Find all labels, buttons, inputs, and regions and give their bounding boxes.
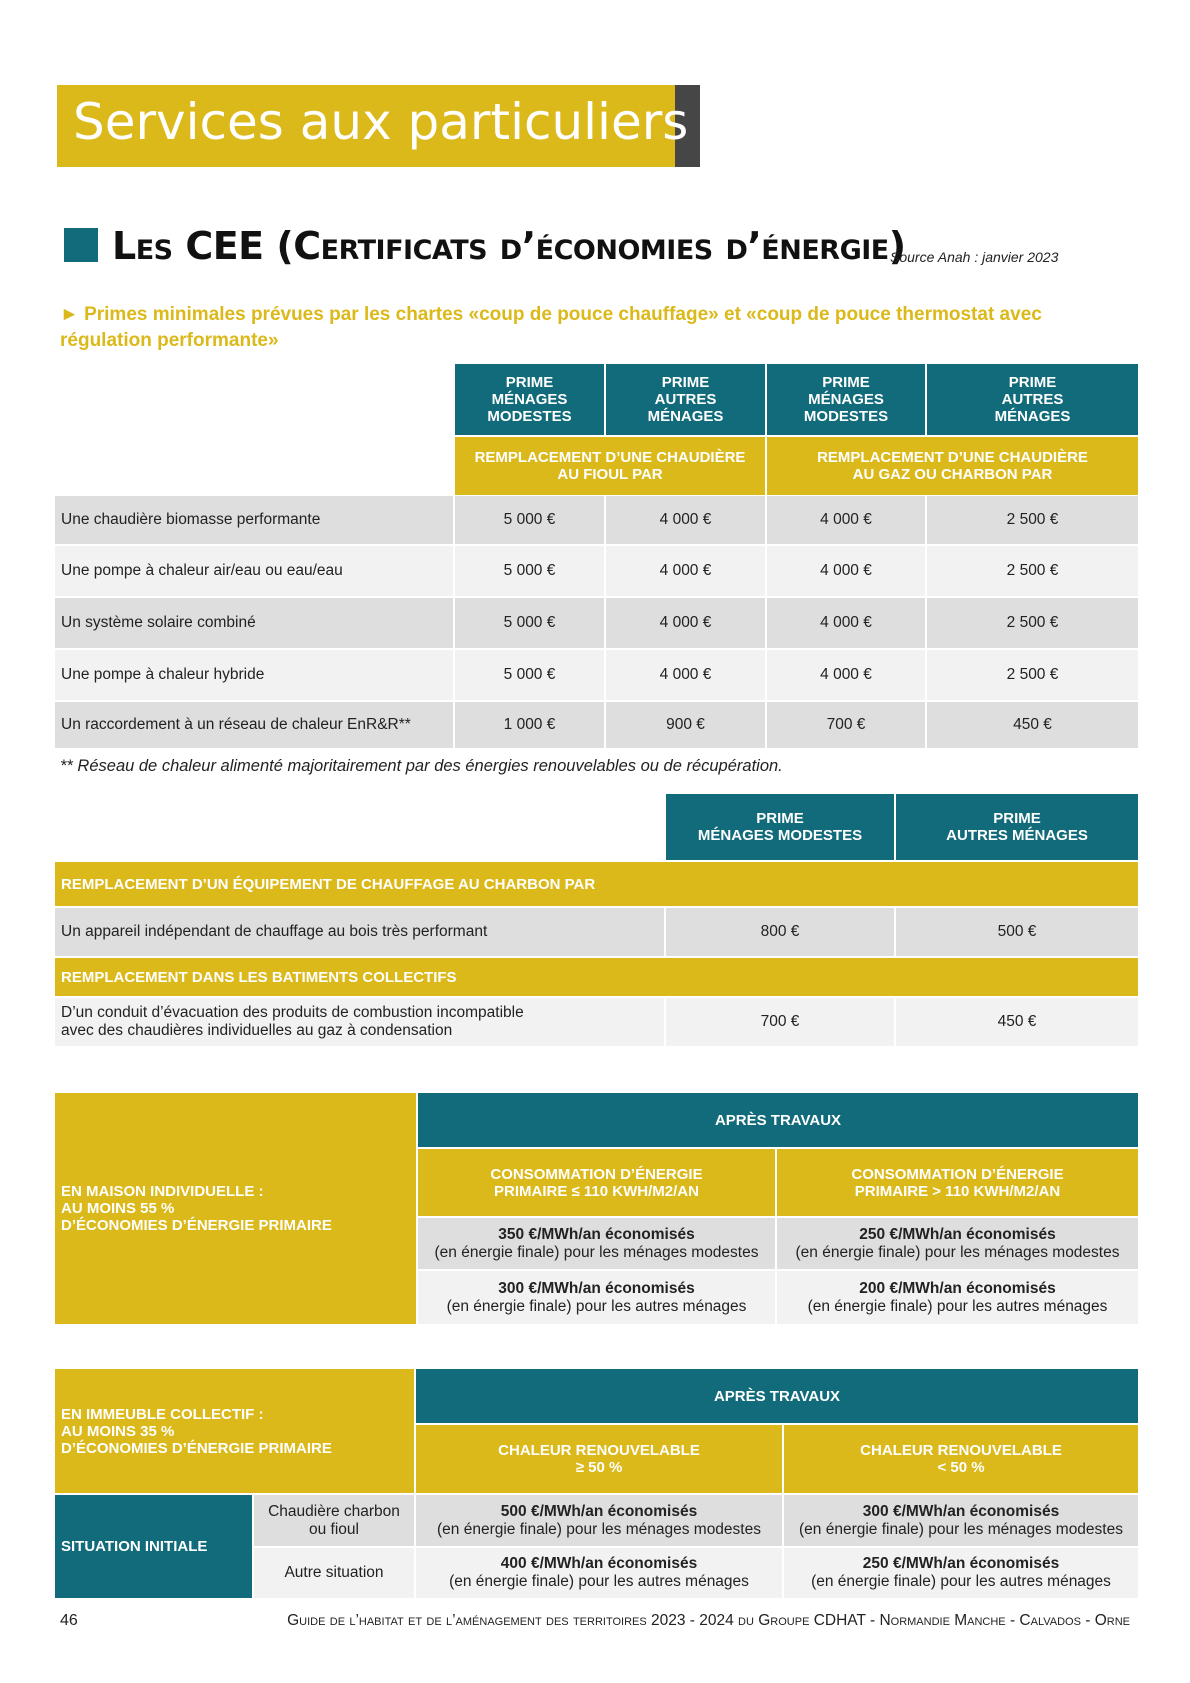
t1-cell: 2 500 € <box>927 650 1138 700</box>
amount: 300 €/MWh/an économisés <box>498 1279 695 1297</box>
t2-cell: 500 € <box>896 908 1138 956</box>
t4-left-label: EN IMMEUBLE COLLECTIF : AU MOINS 35 % D’ÉCONOMIES D’ÉNERGIE PRIMAIRE <box>55 1369 414 1493</box>
t2-cell: 700 € <box>666 998 894 1046</box>
t1-cell: 2 500 € <box>927 598 1138 648</box>
amount: 500 €/MWh/an économisés <box>500 1502 698 1520</box>
t1-cell: 700 € <box>767 702 925 748</box>
t1-cell: 2 500 € <box>927 496 1138 544</box>
t1-group-fioul: REMPLACEMENT D’UNE CHAUDIÈRE AU FIOUL PAR <box>455 437 765 495</box>
t2-row-label: Un appareil indépendant de chauffage au bois très performant <box>55 908 664 956</box>
t1-cell: 5 000 € <box>455 546 604 596</box>
intro-text: ► Primes minimales prévues par les chartes «coup de pouce chauffage» et «coup de pouce thermostat avec régulation performante» <box>60 304 1042 351</box>
t4-cell <box>416 1548 782 1598</box>
t1-cell: 4 000 € <box>767 598 925 648</box>
t1-cell: 4 000 € <box>606 650 765 700</box>
detail: (en énergie finale) pour les autres ménages <box>449 1573 749 1590</box>
t4-cell <box>784 1495 1138 1546</box>
t1-row-label: Un système solaire combiné <box>55 598 453 648</box>
amount: 300 €/MWh/an économisés <box>862 1502 1060 1520</box>
t3-cell <box>418 1218 775 1269</box>
t1-cell: 5 000 € <box>455 650 604 700</box>
t4-situation-label: SITUATION INITIALE <box>55 1495 252 1598</box>
t3-cell <box>777 1218 1138 1269</box>
t1-cell: 4 000 € <box>767 546 925 596</box>
t3-col-1: CONSOMMATION D’ÉNERGIE PRIMAIRE ≤ 110 KWH/M2/AN <box>418 1149 775 1216</box>
detail: (en énergie finale) pour les autres ménages <box>446 1297 747 1315</box>
amount: 250 €/MWh/an économisés <box>862 1555 1060 1572</box>
t2-section-2: REMPLACEMENT DANS LES BATIMENTS COLLECTIFS <box>55 958 1138 996</box>
t1-cell: 4 000 € <box>767 496 925 544</box>
t4-col-2: CHALEUR RENOUVELABLE < 50 % <box>784 1425 1138 1493</box>
t1-cell: 900 € <box>606 702 765 748</box>
section-marker <box>64 228 98 262</box>
t1-cell: 4 000 € <box>606 598 765 648</box>
t3-cell <box>777 1271 1138 1324</box>
t2-section-1: REMPLACEMENT D’UN ÉQUIPEMENT DE CHAUFFAGE AU CHARBON PAR <box>55 862 1138 906</box>
t2-row-label: D’un conduit d’évacuation des produits de combustion incompatible avec des chaudières individuelles au gaz à condensation <box>55 998 664 1046</box>
t4-sublabel: Chaudière charbon ou fioul <box>254 1495 414 1546</box>
section-title: Les CEE (Certificats d’économies d’énergie) <box>112 224 906 268</box>
t3-top-header: APRÈS TRAVAUX <box>418 1093 1138 1147</box>
t1-header-1: PRIME MÉNAGES MODESTES <box>455 364 604 435</box>
detail: (en énergie finale) pour les autres ménages <box>807 1297 1108 1315</box>
t1-cell: 4 000 € <box>767 650 925 700</box>
t1-cell: 2 500 € <box>927 546 1138 596</box>
t4-col-1: CHALEUR RENOUVELABLE ≥ 50 % <box>416 1425 782 1493</box>
t1-header-2: PRIME AUTRES MÉNAGES <box>606 364 765 435</box>
amount: 400 €/MWh/an économisés <box>500 1555 698 1572</box>
t2-header-2: PRIME AUTRES MÉNAGES <box>896 794 1138 860</box>
t2-header-1: PRIME MÉNAGES MODESTES <box>666 794 894 860</box>
t1-group-gaz: REMPLACEMENT D’UNE CHAUDIÈRE AU GAZ OU CHARBON PAR <box>767 437 1138 495</box>
t2-cell: 450 € <box>896 998 1138 1046</box>
t3-left-label: EN MAISON INDIVIDUELLE : AU MOINS 55 % D’ÉCONOMIES D’ÉNERGIE PRIMAIRE <box>55 1093 416 1324</box>
section-source: Source Anah : janvier 2023 <box>890 249 1059 265</box>
detail: (en énergie finale) pour les ménages modestes <box>434 1243 759 1261</box>
t1-row-label: Une pompe à chaleur air/eau ou eau/eau <box>55 546 453 596</box>
detail: (en énergie finale) pour les autres ménages <box>811 1573 1111 1590</box>
t3-col-2: CONSOMMATION D’ÉNERGIE PRIMAIRE > 110 KWH/M2/AN <box>777 1149 1138 1216</box>
t1-cell: 4 000 € <box>606 546 765 596</box>
page-title: Services aux particuliers <box>73 93 689 151</box>
table-1-footnote: ** Réseau de chaleur alimenté majoritairement par des énergies renouvelables ou de récupération. <box>60 757 783 775</box>
t1-cell: 5 000 € <box>455 598 604 648</box>
amount: 200 €/MWh/an économisés <box>859 1279 1056 1297</box>
t1-cell: 450 € <box>927 702 1138 748</box>
t3-cell <box>418 1271 775 1324</box>
t1-cell: 1 000 € <box>455 702 604 748</box>
t4-cell <box>784 1548 1138 1598</box>
t1-row-label: Un raccordement à un réseau de chaleur EnR&R** <box>55 702 453 748</box>
t1-row-label: Une chaudière biomasse performante <box>55 496 453 544</box>
detail: (en énergie finale) pour les ménages modestes <box>799 1520 1123 1538</box>
t1-cell: 5 000 € <box>455 496 604 544</box>
t1-header-3: PRIME MÉNAGES MODESTES <box>767 364 925 435</box>
detail: (en énergie finale) pour les ménages modestes <box>795 1243 1120 1261</box>
amount: 350 €/MWh/an économisés <box>498 1225 695 1243</box>
t1-header-4: PRIME AUTRES MÉNAGES <box>927 364 1138 435</box>
t2-cell: 800 € <box>666 908 894 956</box>
t4-sublabel: Autre situation <box>254 1548 414 1598</box>
page-number: 46 <box>60 1612 78 1629</box>
t4-cell <box>416 1495 782 1546</box>
t4-top-header: APRÈS TRAVAUX <box>416 1369 1138 1423</box>
amount: 250 €/MWh/an économisés <box>859 1225 1056 1243</box>
t1-row-label: Une pompe à chaleur hybride <box>55 650 453 700</box>
footer-text: Guide de l’habitat et de l’aménagement des territoires 2023 - 2024 du Groupe CDHAT - Normandie Manche - Calvados - Orne <box>287 1612 1130 1629</box>
t1-cell: 4 000 € <box>606 496 765 544</box>
detail: (en énergie finale) pour les ménages modestes <box>437 1520 761 1538</box>
